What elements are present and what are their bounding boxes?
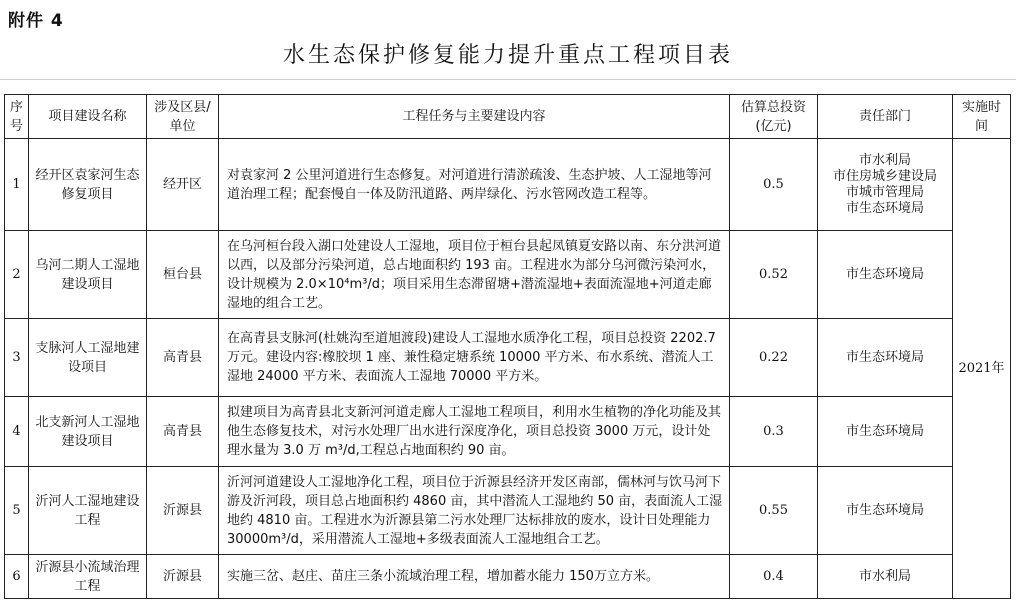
- header-area: 涉及区县/单位: [147, 95, 219, 139]
- cell-seq: 4: [5, 397, 29, 467]
- attachment-label: 附件 4: [8, 11, 64, 31]
- cell-name: 经开区袁家河生态修复项目: [29, 139, 147, 231]
- cell-content: 实施三岔、赵庄、苗庄三条小流域治理工程，增加蓄水能力 150万立方米。: [219, 555, 730, 599]
- cell-name: 沂河人工湿地建设工程: [29, 467, 147, 555]
- cell-name: 乌河二期人工湿地建设项目: [29, 231, 147, 319]
- cell-cost: 0.3: [730, 397, 818, 467]
- cell-content: 拟建项目为高青县北支新河河道走廊人工湿地工程项目，利用水生植物的净化功能及其他生态修复技术，对污水处理厂出水进行深度净化，项目总投资 3000 万元，设计处理水量为 3.0 万 m³/d,工程总占地面积约 90 亩。: [219, 397, 730, 467]
- cell-content: 在高青县支脉河(杜姚沟至道旭渡段)建设人工湿地水质净化工程，项目总投资 2202.7 万元。建设内容:橡胶坝 1 座、兼性稳定塘系统 10000 平方米、布水系统、潜流人工湿地 24000 平方米、表面流人工湿地 70000 平方米。: [219, 319, 730, 397]
- table-row: [5, 555, 1011, 599]
- cell-area: 沂源县: [147, 467, 219, 555]
- cell-seq: 1: [5, 139, 29, 231]
- cell-cost: 0.55: [730, 467, 818, 555]
- cell-dept: 市生态环境局: [818, 467, 953, 555]
- cell-content: 在乌河桓台段入湖口处建设人工湿地，项目位于桓台县起凤镇夏安路以南、东分洪河道以西，以及部分污染河道，总占地面积约 193 亩。工程进水为部分乌河微污染河水，设计规模为 2.0×10⁴m³/d；项目采用生态滞留塘+潜流湿地+表面流湿地+河道走廊湿地的组合工艺。: [219, 231, 730, 319]
- cell-seq: 2: [5, 231, 29, 319]
- cell-seq: 6: [5, 555, 29, 599]
- cell-cost: 0.4: [730, 555, 818, 599]
- header-seq: 序号: [5, 95, 29, 139]
- cell-dept: 市水利局: [818, 555, 953, 599]
- table-row: [5, 319, 1011, 397]
- table-row: [5, 397, 1011, 467]
- dept-item: 市城市管理局: [845, 184, 924, 200]
- cell-cost: 0.5: [730, 139, 818, 231]
- project-table: [4, 94, 1011, 599]
- document-title: 水生态保护修复能力提升重点工程项目表: [282, 43, 733, 68]
- header-row: [5, 95, 1011, 139]
- cell-area: 桓台县: [147, 231, 219, 319]
- cell-dept: 市生态环境局: [818, 397, 953, 467]
- cell-seq: 5: [5, 467, 29, 555]
- cell-content: 沂河河道建设人工湿地净化工程，项目位于沂源县经济开发区南部，儒林河与饮马河下游及沂河段，项目总占地面积约 4860 亩，其中潜流人工湿地约 50 亩，表面流人工湿地约 4810 亩。工程进水为沂源县第二污水处理厂达标排放的废水，设计日处理能力 30000m³/d，采用潜流人工湿地+多级表面流人工湿地组合工艺。: [219, 467, 730, 555]
- cell-area: 高青县: [147, 319, 219, 397]
- table-row: [5, 467, 1011, 555]
- cell-name: 支脉河人工湿地建设项目: [29, 319, 147, 397]
- header-dept: 责任部门: [818, 95, 953, 139]
- cell-cost: 0.52: [730, 231, 818, 319]
- cell-dept: 市生态环境局: [818, 231, 953, 319]
- dept-item: 市住房城乡建设局: [832, 168, 937, 184]
- header-time: 实施时间: [953, 95, 1011, 139]
- cell-dept: 市生态环境局: [818, 319, 953, 397]
- cell-area: 经开区: [147, 139, 219, 231]
- cell-cost: 0.22: [730, 319, 818, 397]
- cell-content: 对袁家河 2 公里河道进行生态修复。对河道进行清淤疏浚、生态护坡、人工湿地等河道治理工程；配套慢自一体及防汛道路、两岸绿化、污水管网改造工程等。: [219, 139, 730, 231]
- header-name: 项目建设名称: [29, 95, 147, 139]
- cell-area: 高青县: [147, 397, 219, 467]
- header-content: 工程任务与主要建设内容: [219, 95, 730, 139]
- table-row: [5, 231, 1011, 319]
- header-cost: 估算总投资(亿元): [730, 95, 818, 139]
- table-row: [5, 139, 1011, 231]
- cell-name: 沂源县小流域治理工程: [29, 555, 147, 599]
- cell-time: 2021年: [953, 139, 1011, 599]
- cell-seq: 3: [5, 319, 29, 397]
- dept-item: 市水利局: [858, 152, 911, 168]
- cell-name: 北支新河人工湿地建设项目: [29, 397, 147, 467]
- cell-dept: [818, 139, 953, 231]
- cell-area: 沂源县: [147, 555, 219, 599]
- divider: [0, 79, 1016, 80]
- dept-item: 市生态环境局: [845, 200, 924, 216]
